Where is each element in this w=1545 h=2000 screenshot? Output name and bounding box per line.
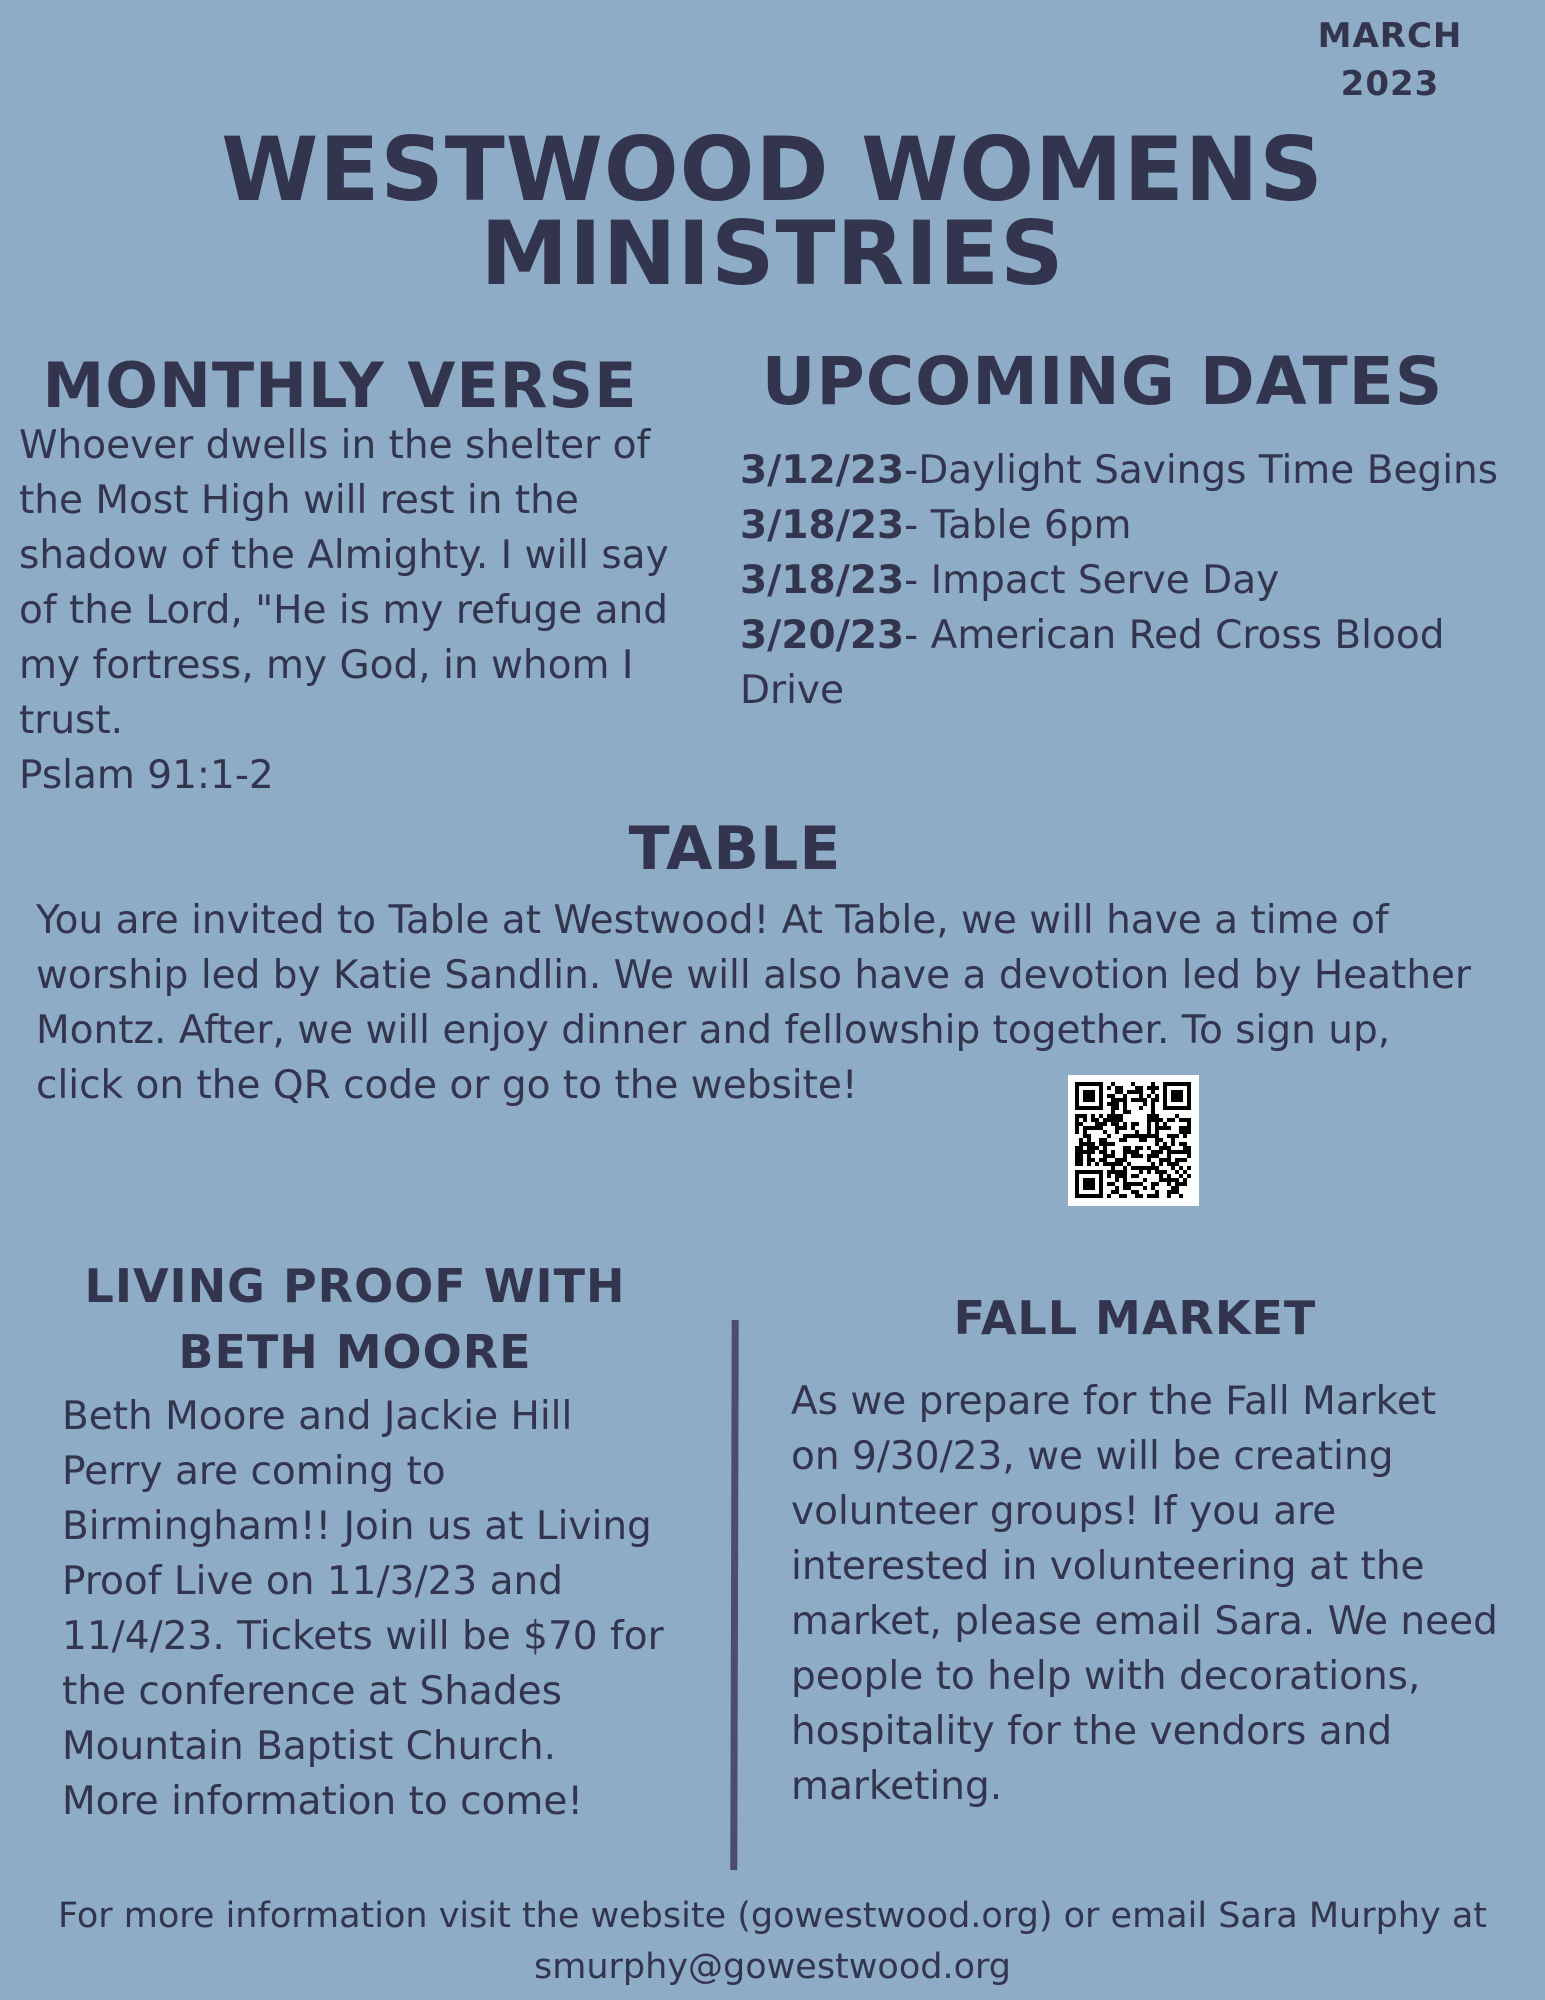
- living-proof-heading-line2: BETH MOORE: [178, 1325, 532, 1379]
- qr-code-icon[interactable]: [1068, 1075, 1199, 1206]
- fall-market-line: on 9/30/23, we will be creating: [791, 1434, 1394, 1479]
- event-label: -Daylight Savings Time Begins: [904, 448, 1499, 493]
- event-continuation: Drive: [740, 668, 844, 713]
- event-label: - Impact Serve Day: [904, 558, 1280, 603]
- page-title: [0, 118, 1545, 305]
- event-date: 3/20/23: [740, 613, 905, 658]
- table-line: You are invited to Table at Westwood! At Table, we will have a time of: [36, 898, 1389, 943]
- verse-line: shadow of the Almighty. I will say: [19, 533, 669, 578]
- living-proof-line: Beth Moore and Jackie Hill: [62, 1394, 573, 1439]
- table-line: click on the QR code or go to the website!: [36, 1063, 858, 1108]
- fall-market-line: marketing.: [791, 1764, 1003, 1809]
- footer-email[interactable]: smurphy@gowestwood.org: [534, 1947, 1011, 1987]
- event-label: - Table 6pm: [904, 503, 1132, 548]
- living-proof-heading-line1: LIVING PROOF WITH: [84, 1259, 626, 1313]
- column-divider: [730, 1320, 738, 1870]
- issue-date: [1290, 12, 1490, 108]
- verse-reference: Pslam 91:1-2: [19, 753, 274, 798]
- list-item: [740, 608, 1540, 663]
- event-date: 3/12/23: [740, 448, 905, 493]
- verse-line: trust.: [19, 698, 124, 743]
- verse-line: the Most High will rest in the: [19, 478, 579, 523]
- living-proof-line: Proof Live on 11/3/23 and: [62, 1559, 563, 1604]
- footer-line: For more information visit the website (gowestwood.org) or email Sara Murphy at: [57, 1896, 1488, 1936]
- fall-market-line: market, please email Sara. We need: [791, 1599, 1498, 1644]
- fall-market-heading: FALL MARKET: [953, 1291, 1317, 1345]
- issue-year: 2023: [1340, 64, 1440, 104]
- table-heading: TABLE: [628, 814, 842, 884]
- page-title-line2: MINISTRIES: [480, 202, 1065, 305]
- event-date: 3/18/23: [740, 503, 905, 548]
- list-item: [740, 553, 1540, 608]
- qr-code-graphic: [1068, 1075, 1199, 1206]
- fall-market-line: interested in volunteering at the: [791, 1544, 1425, 1589]
- page-title-line1: WESTWOOD WOMENS: [221, 118, 1324, 221]
- verse-line: Whoever dwells in the shelter of: [19, 423, 651, 468]
- monthly-verse-text: [19, 418, 719, 803]
- fall-market-line: hospitality for the vendors and: [791, 1709, 1393, 1754]
- living-proof-line: 11/4/23. Tickets will be $70 for: [62, 1614, 664, 1659]
- living-proof-line: Perry are coming to: [62, 1449, 446, 1494]
- issue-month: MARCH: [1317, 16, 1463, 56]
- footer-info: [0, 1891, 1545, 1993]
- table-description: [36, 893, 1536, 1113]
- living-proof-line: Mountain Baptist Church.: [62, 1724, 557, 1769]
- upcoming-dates-list: [740, 443, 1540, 718]
- table-line: worship led by Katie Sandlin. We will also have a devotion led by Heather: [36, 953, 1472, 998]
- living-proof-line: the conference at Shades: [62, 1669, 562, 1714]
- list-item: [740, 443, 1540, 498]
- list-item: [740, 498, 1540, 553]
- monthly-verse-heading: MONTHLY VERSE: [42, 349, 638, 422]
- fall-market-line: people to help with decorations,: [791, 1654, 1421, 1699]
- living-proof-text: [62, 1389, 732, 1829]
- living-proof-line: Birmingham!! Join us at Living: [62, 1504, 652, 1549]
- living-proof-heading: [40, 1253, 670, 1385]
- event-date: 3/18/23: [740, 558, 905, 603]
- table-line: Montz. After, we will enjoy dinner and fellowship together. To sign up,: [36, 1008, 1391, 1053]
- fall-market-line: As we prepare for the Fall Market: [791, 1379, 1437, 1424]
- upcoming-dates-heading: UPCOMING DATES: [761, 343, 1444, 420]
- verse-line: my fortress, my God, in whom I: [19, 643, 634, 688]
- fall-market-text: [791, 1374, 1531, 1814]
- fall-market-line: volunteer groups! If you are: [791, 1489, 1337, 1534]
- living-proof-line: More information to come!: [62, 1779, 584, 1824]
- event-label: - American Red Cross Blood: [904, 613, 1445, 658]
- verse-line: of the Lord, "He is my refuge and: [19, 588, 669, 633]
